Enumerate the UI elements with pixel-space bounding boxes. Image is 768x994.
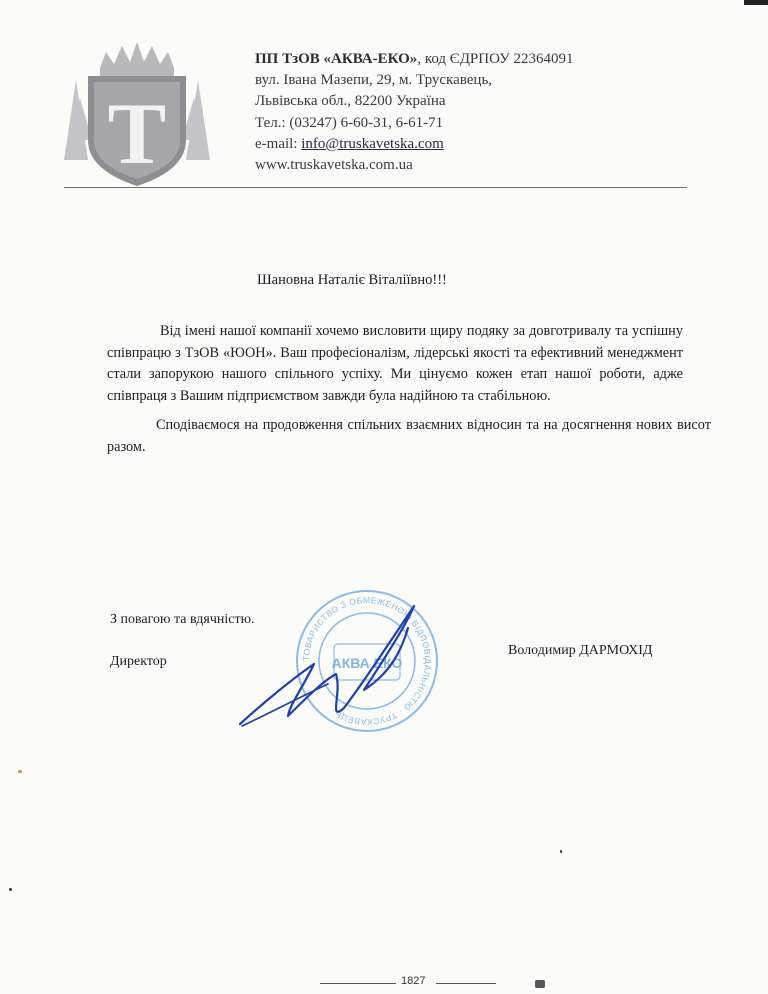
paragraph-1 bbox=[107, 321, 683, 407]
website-line: www.truskavetska.com.ua bbox=[255, 157, 413, 174]
logo-letter: T bbox=[107, 86, 167, 183]
header-divider bbox=[64, 187, 687, 188]
scan-speck bbox=[18, 770, 22, 773]
greeting: Шановна Наталіє Віталіївно!!! bbox=[257, 272, 447, 288]
address-line-1: вул. Івана Мазепи, 29, м. Трускавець, bbox=[255, 72, 493, 89]
email-line bbox=[255, 134, 573, 155]
scan-speck bbox=[535, 980, 545, 988]
paragraph-1-text: Від імені нашої компанії хочемо висловити щиру подяку за довготривалу та успішну співпрацю з ТзОВ «ЮОН». Ваш професіоналізм, лідерські якості та ефективний менеджмент стали запорукою нашого спільного успіху. Ми цінуємо кожен етап нашої роботи, адже співпраця з Вашим підприємством завжди була надійною та стабільною. bbox=[107, 323, 683, 404]
signer-position: Директор bbox=[110, 654, 167, 669]
signature bbox=[232, 584, 432, 734]
company-logo bbox=[62, 40, 212, 190]
email-link[interactable]: info@truskavetska.com bbox=[301, 135, 444, 152]
address-line-2: Львівська обл., 82200 Україна bbox=[255, 93, 446, 110]
page-number: 1827 bbox=[401, 975, 426, 987]
page-footer bbox=[0, 972, 768, 994]
signer-name: Володимир ДАРМОХІД bbox=[508, 643, 653, 658]
company-code: , код ЄДРПОУ 22364091 bbox=[417, 51, 574, 67]
footer-line-left bbox=[320, 983, 396, 984]
stamp-ring-text: ТОВАРИСТВО З ОБМЕЖЕНОЮ ВІДПОВІДАЛЬНІСТЮ · ТРУСКАВЕЦЬ bbox=[300, 594, 434, 728]
footer-line-right bbox=[436, 983, 496, 984]
scan-speck bbox=[560, 850, 562, 853]
scan-edge-mark bbox=[744, 0, 768, 5]
email-prefix: e-mail: bbox=[255, 135, 302, 152]
closing-phrase: З повагою та вдячністю. bbox=[110, 612, 255, 627]
letterhead bbox=[255, 49, 573, 176]
company-name: ПП ТзОВ «АКВА-ЕКО» bbox=[255, 51, 418, 67]
stamp-center-text: АКВА ЕКО bbox=[331, 655, 403, 671]
scan-speck bbox=[9, 888, 12, 891]
phone-line: Тел.: (03247) 6-60-31, 6-61-71 bbox=[255, 114, 444, 131]
company-line bbox=[255, 49, 573, 70]
paragraph-2: Сподіваємося на продовження спільних взаємних відносин та на досягнення нових висот разом. bbox=[107, 417, 711, 455]
